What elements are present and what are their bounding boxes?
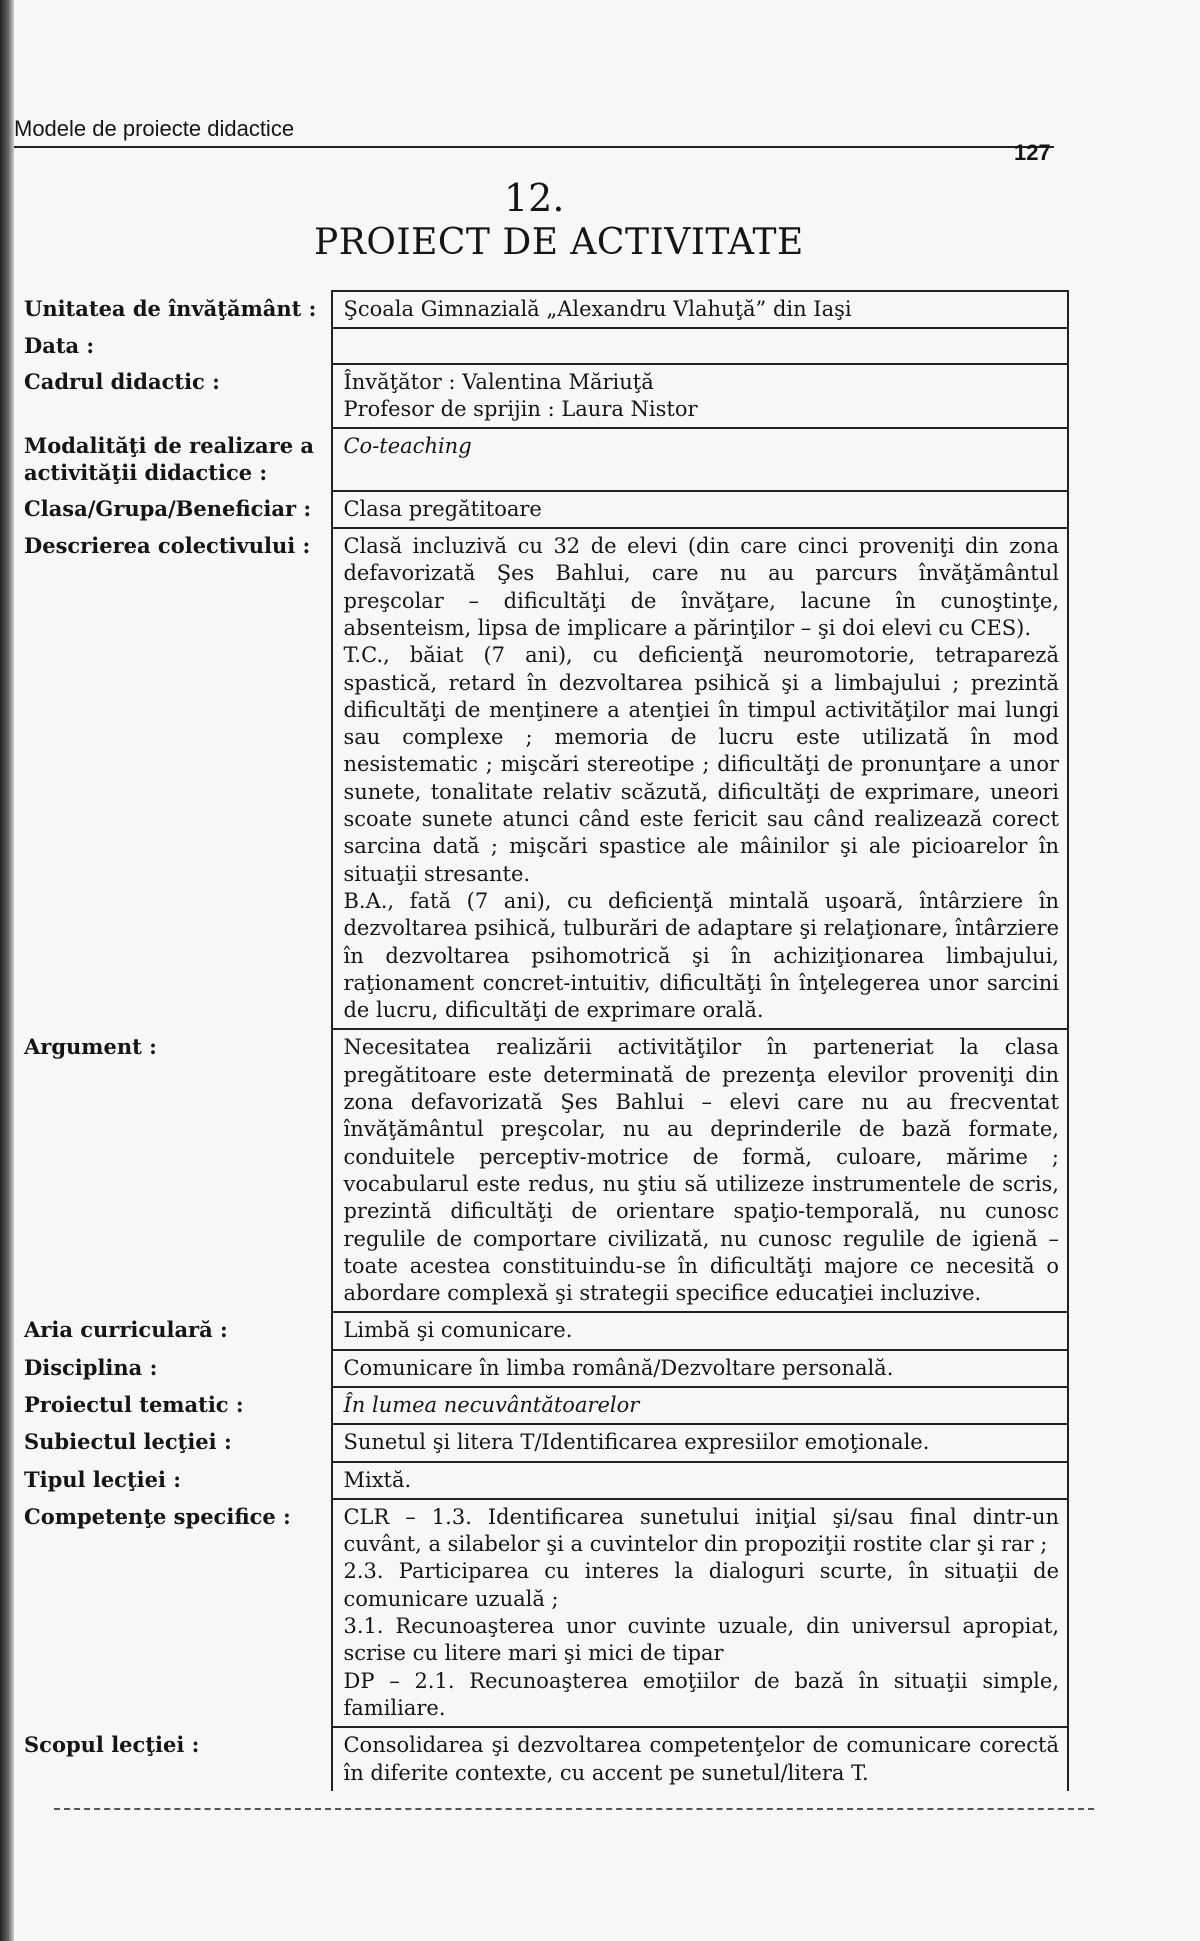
value-tipul-lectiei bbox=[332, 1462, 1068, 1499]
value-line: Comunicare în limba română/Dezvoltare personală. bbox=[343, 1355, 894, 1380]
label-modalitati: Modalităţi de realizare a activităţii didactice : bbox=[24, 433, 315, 486]
row-data bbox=[14, 328, 1068, 363]
value-paragraph: Clasă incluzivă cu 32 de elevi (din care cinci proveniţi din zona defavorizată Şes Bahlui, care nu au parcurs învăţământul preşcolar – dificultăţi de învăţare, lacune în cunoştinţe, absenteism, lipsa de implicare a părinţilor – şi doi elevi cu CES). bbox=[343, 534, 1059, 640]
running-header: Modele de proiecte didactice bbox=[14, 116, 1054, 148]
value-descrierea bbox=[332, 528, 1068, 1029]
label-disciplina: Disciplina : bbox=[24, 1354, 158, 1380]
value-paragraph: T.C., băiat (7 ani), cu deficienţă neuromotorie, tetrapareză spastică, retard în dezvoltarea psihică şi a limbajului ; prezintă dificultăţi de menţinere a atenţiei în timpul activităţilor mai lungi sau complexe ; memoria de lucru este utilizată în mod nesistematic ; mişcări stereotipe ; dificultăţi de pronunţare a unor sunete, tonalitate relativ scăzută, dificultăţi de exprimare, uneori scoate sunete atunci când este fericit sau când realizează corect sarcina dată ; mişcări spastice ale mâinilor şi ale picioarelor în situaţii stresante. bbox=[343, 643, 1059, 886]
label-clasa: Clasa/Grupa/Beneficiar : bbox=[24, 495, 312, 521]
value-line: DP – 2.1. Recunoaşterea emoţiilor de bază în situaţii simple, familiare. bbox=[343, 1668, 1059, 1720]
label-argument: Argument : bbox=[24, 1034, 157, 1060]
value-paragraph: Necesitatea realizării activităţilor în parteneriat la clasa pregătitoare este determinată de prezenţa elevilor proveniţi din zona defavorizată Şes Bahlui – elevi care nu au frecventat învăţământul preşcolar, nu au deprinderile de bază formate, conduitele perceptiv-motrice de formă, culoare, mărime ; vocabularul este redus, nu ştiu să utilizeze instrumentele de scris, prezintă dificultăţi de orientare spaţio-temporală, nu cunosc regulile de comportare civilizată, nu cunosc regulile de igienă – toate acestea constituindu-se în dificultăţi majore ce necesită o abordare complexă şi strategii specifice educaţiei incluzive. bbox=[343, 1035, 1059, 1306]
value-line: Învăţător : Valentina Măriuţă bbox=[343, 369, 654, 394]
row-clasa bbox=[14, 491, 1068, 528]
page-title: PROIECT DE ACTIVITATE bbox=[314, 222, 804, 263]
label-proiectul-tematic: Proiectul tematic : bbox=[24, 1391, 244, 1417]
value-disciplina bbox=[332, 1350, 1068, 1387]
value-unitatea bbox=[332, 291, 1068, 328]
page-number: 127 bbox=[1014, 140, 1051, 165]
value-data bbox=[332, 328, 1068, 363]
label-aria-curriculara: Aria curriculară : bbox=[24, 1317, 228, 1343]
row-cadrul-didactic bbox=[14, 364, 1068, 429]
row-subiectul-lectiei bbox=[14, 1424, 1068, 1461]
footer-dashed-line bbox=[54, 1808, 1094, 1810]
value-line: În lumea necuvântătoarelor bbox=[343, 1392, 640, 1417]
value-line: Şcoala Gimnazială „Alexandru Vlahuţă” din Iaşi bbox=[343, 297, 852, 321]
label-subiectul-lectiei: Subiectul lecţiei : bbox=[24, 1429, 232, 1455]
value-aria-curriculara bbox=[332, 1312, 1068, 1349]
value-line: Clasa pregătitoare bbox=[343, 496, 542, 521]
label-cadrul-didactic: Cadrul didactic : bbox=[24, 368, 220, 394]
value-cadrul-didactic bbox=[332, 364, 1068, 429]
row-competente-specifice bbox=[14, 1499, 1068, 1727]
row-tipul-lectiei bbox=[14, 1462, 1068, 1499]
row-aria-curriculara bbox=[14, 1312, 1068, 1349]
row-proiectul-tematic bbox=[14, 1387, 1068, 1424]
value-line: Sunetul şi litera T/Identificarea expresiilor emoţionale. bbox=[343, 1430, 930, 1455]
value-line: Mixtă. bbox=[343, 1467, 412, 1492]
row-descrierea bbox=[14, 528, 1068, 1029]
value-line: 3.1. Recunoaşterea unor cuvinte uzuale, din universul apropiat, scrise cu litere mari şi mici de tipar bbox=[343, 1614, 1059, 1666]
value-line: CLR – 1.3. Identificarea sunetului iniţial şi/sau final dintr-un cuvânt, a silabelor şi a cuvintelor din propoziţii rostite clar şi rar ; bbox=[343, 1504, 1059, 1557]
row-argument bbox=[14, 1029, 1068, 1312]
label-competente-specifice: Competenţe specifice : bbox=[24, 1503, 291, 1529]
label-descrierea: Descrierea colectivului : bbox=[24, 533, 311, 559]
value-clasa bbox=[332, 491, 1068, 528]
value-scopul-lectiei bbox=[332, 1727, 1068, 1791]
project-table bbox=[14, 290, 1069, 1791]
value-line: Consolidarea şi dezvoltarea competenţelor de comunicare corectă în diferite contexte, cu accent pe sunetul/litera T. bbox=[343, 1733, 1059, 1785]
value-line: Co-teaching bbox=[343, 434, 472, 459]
row-unitatea bbox=[14, 291, 1068, 328]
label-data: Data : bbox=[24, 333, 95, 359]
book-binding-edge bbox=[0, 0, 14, 1941]
book-page bbox=[14, 0, 1200, 1941]
label-tipul-lectiei: Tipul lecţiei : bbox=[24, 1466, 182, 1492]
value-proiectul-tematic bbox=[332, 1387, 1068, 1424]
row-disciplina bbox=[14, 1350, 1068, 1387]
label-scopul-lectiei: Scopul lecţiei : bbox=[24, 1732, 200, 1758]
value-line: 2.3. Participarea cu interes la dialoguri scurte, în situaţii de comunicare uzuală ; bbox=[343, 1559, 1059, 1611]
value-paragraph: B.A., fată (7 ani), cu deficienţă mintală uşoară, întârziere în dezvoltarea psihică, tulburări de adaptare şi relaţionare, întârziere în dezvoltarea psihomotrică şi în achiziţionarea limbajului, raţionament concret-intuitiv, dificultăţi în înţelegerea unor sarcini de lucru, dificultăţi de exprimare orală. bbox=[343, 888, 1059, 1023]
value-line: Profesor de sprijin : Laura Nistor bbox=[343, 396, 698, 421]
value-modalitati bbox=[332, 428, 1068, 491]
row-scopul-lectiei bbox=[14, 1727, 1068, 1791]
label-unitatea: Unitatea de învăţământ : bbox=[24, 296, 317, 321]
value-subiectul-lectiei bbox=[332, 1424, 1068, 1461]
project-number: 12. bbox=[504, 176, 565, 220]
value-line: Limbă şi comunicare. bbox=[343, 1318, 573, 1343]
value-argument bbox=[332, 1029, 1068, 1312]
value-competente-specifice bbox=[332, 1499, 1068, 1727]
row-modalitati bbox=[14, 428, 1068, 491]
